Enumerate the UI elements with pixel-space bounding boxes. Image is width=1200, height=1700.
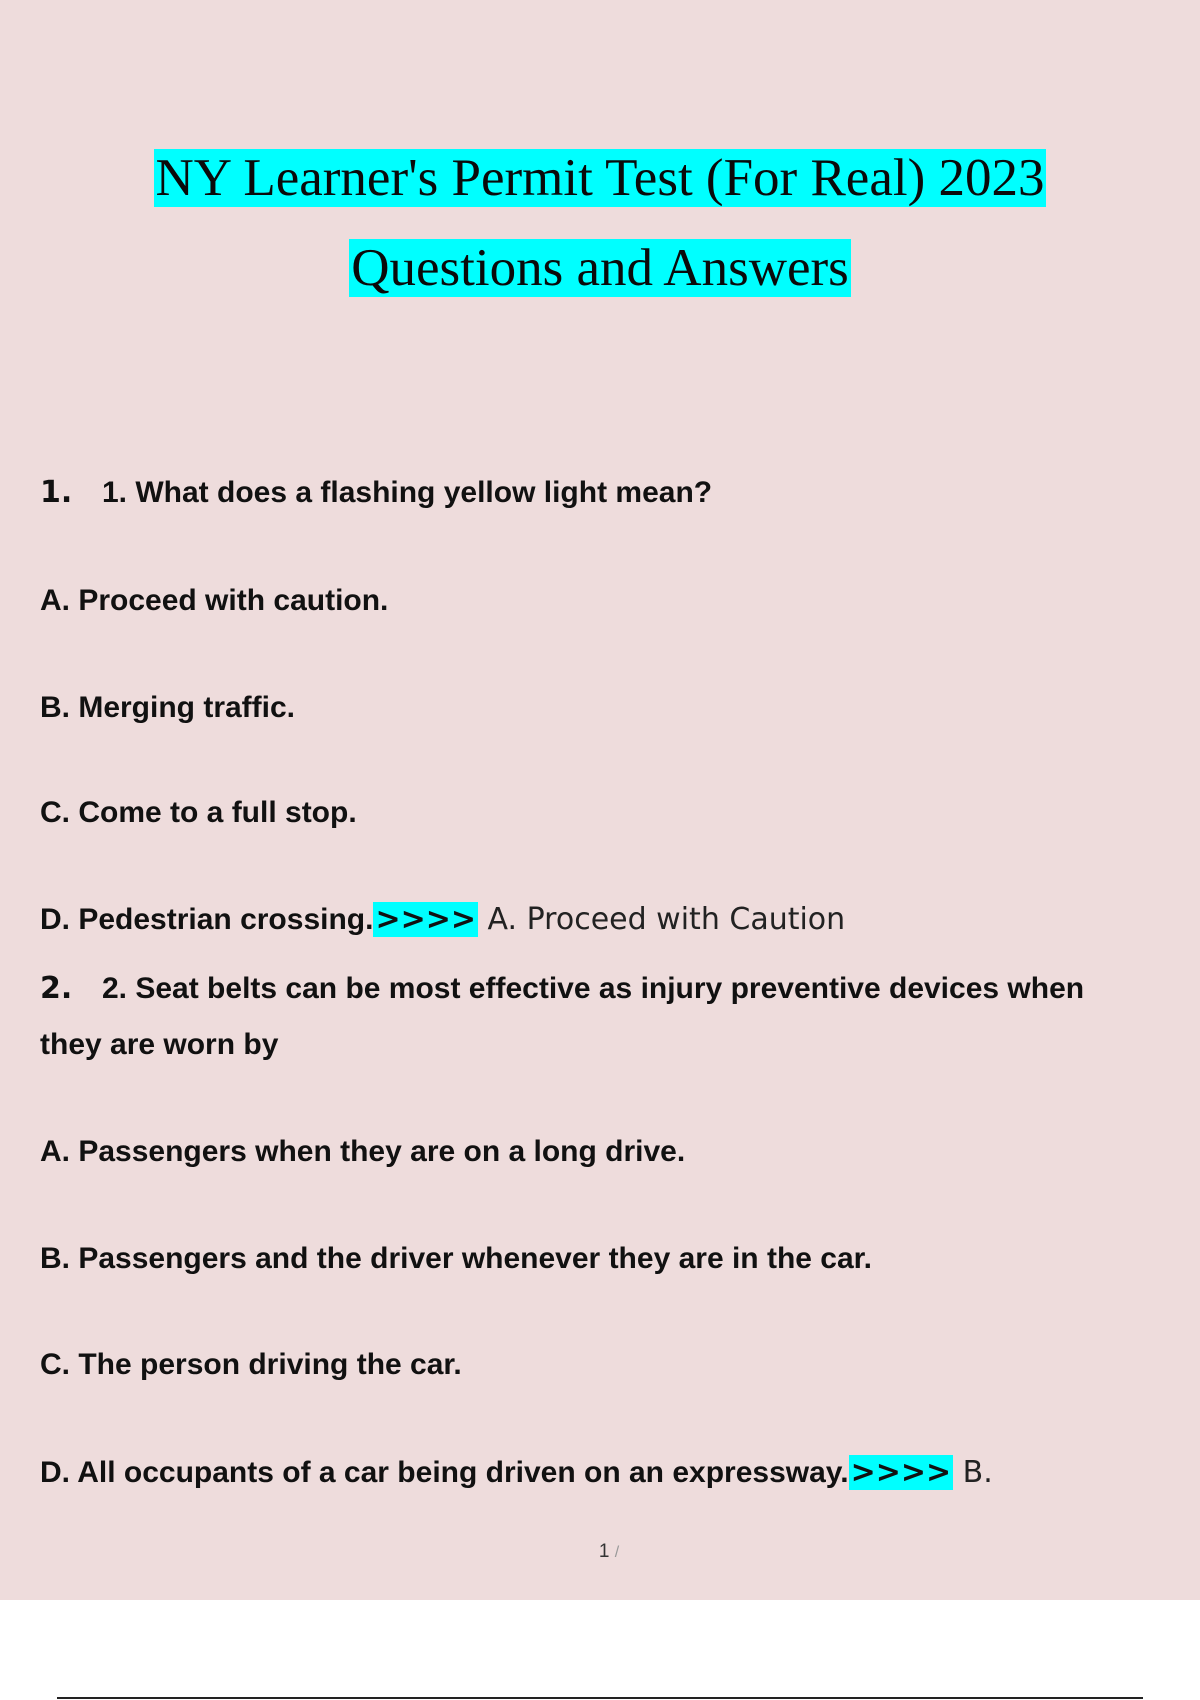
question-2-option-d-text: D. All occupants of a car being driven on an expressway. — [40, 1456, 849, 1489]
question-1-option-c: C. Come to a full stop. — [40, 796, 357, 829]
answer-marker-1: >>>> — [375, 902, 476, 937]
question-1-option-d-text: D. Pedestrian crossing. — [40, 903, 374, 936]
page-number — [0, 1541, 1200, 1563]
footer-divider — [57, 1697, 1143, 1699]
answer-2: B. — [953, 1455, 993, 1490]
answer-1: A. Proceed with Caution — [478, 902, 846, 937]
page-number-value: 1 — [598, 1541, 610, 1562]
document-title-line-1 — [0, 148, 1200, 208]
question-2-prompt-line-1: 2. Seat belts can be most effective as injury preventive devices when — [102, 972, 1085, 1005]
question-2-option-c: C. The person driving the car. — [40, 1348, 462, 1381]
question-2-number: 2. — [40, 971, 73, 1006]
question-1-number: 1. — [40, 475, 73, 510]
question-1-option-a: A. Proceed with caution. — [40, 584, 389, 617]
question-1-prompt: 1. What does a flashing yellow light mean? — [102, 476, 713, 509]
title-highlight-1: NY Learner's Permit Test (For Real) 2023 — [155, 149, 1045, 207]
page-number-separator: / — [614, 1544, 620, 1561]
answer-marker-2: >>>> — [850, 1455, 952, 1490]
question-1-option-d — [40, 900, 845, 940]
title-highlight-2: Questions and Answers — [351, 239, 849, 297]
question-2-option-a: A. Passengers when they are on a long drive. — [40, 1135, 686, 1168]
document-title-line-2 — [0, 238, 1200, 298]
question-1-text — [40, 473, 712, 513]
question-2-option-b: B. Passengers and the driver whenever they are in the car. — [40, 1242, 873, 1275]
question-1-option-b: B. Merging traffic. — [40, 691, 296, 724]
question-2-text-line-1 — [40, 969, 1084, 1009]
question-2-text-line-2: they are worn by — [40, 1028, 279, 1061]
question-2-option-d — [40, 1453, 993, 1493]
